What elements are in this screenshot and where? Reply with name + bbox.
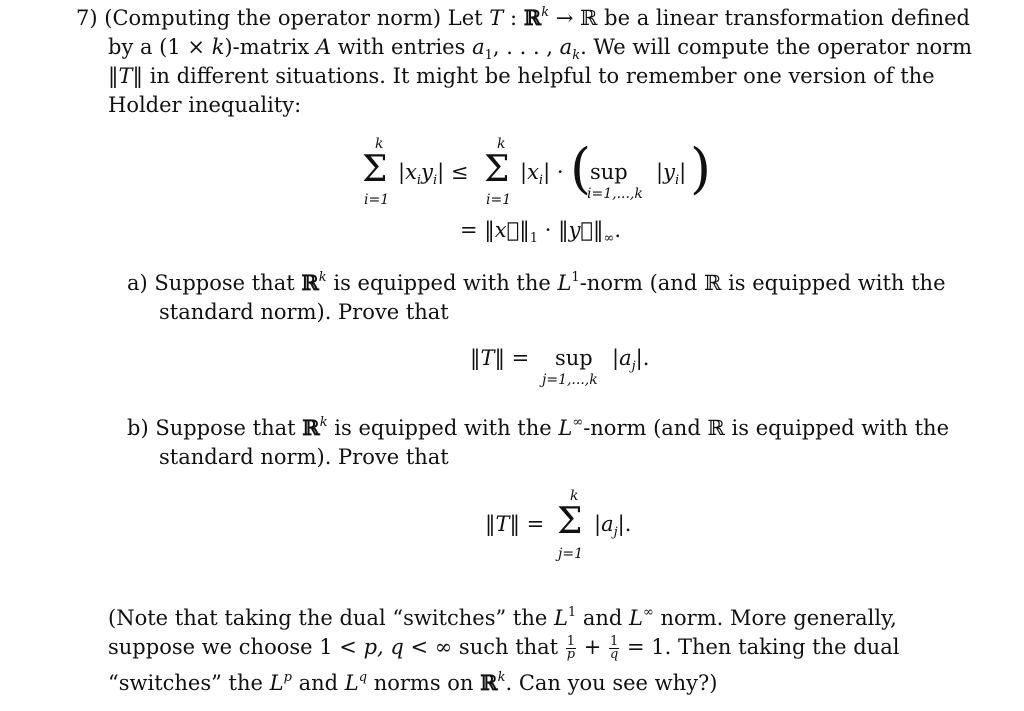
problem-intro-line-2: by a (1 × k)-matrix A with entries $a_1$, . . . , $a_k$. We will compute the operator norm (108, 35, 973, 63)
problem-intro-line-3: ‖T‖ in different situations. It might be helpful to remember one version of the (108, 64, 935, 88)
left-paren: ( (570, 137, 592, 200)
note-line-3: “switches” the $L^p$ and $L^q$ norms on ℝ$^k$. Can you see why?) (108, 670, 718, 695)
sum-symbol: Σ (484, 149, 510, 190)
part-a-line-1: a) Suppose that ℝ$^k$ is equipped with the $L^1$-norm (and ℝ is equipped with the (127, 270, 946, 295)
part-a-line-2: standard norm). Prove that (159, 300, 449, 324)
fraction-1-over-q: $\frac{1}{q}$ (610, 634, 619, 662)
problem-intro-line-4: Holder inequality: (108, 93, 302, 117)
sup-operator: sup (590, 160, 628, 184)
holder-lhs: $|x_iy_i|$ ≤ (398, 160, 469, 188)
holder-rhs: $|x_i|$ · (520, 160, 564, 188)
problem-intro-line-1: 7) (Computing the operator norm) Let T : ℝ$^k$ → ℝ be a linear transformation defined (76, 5, 970, 30)
document-page: 7) (Computing the operator norm) Let T : ℝ$^k$ → ℝ be a linear transformation defined by a (1 × k)-matrix A with entries $a_1$, . . . , $a_k$. We will compute the operator norm ‖T‖ in different situations. It might be helpful to remember one version of the Holder inequality: k Σ i=1 $|x_iy_i|$ ≤ k Σ i=1 $|x_i|$ · ( sup i=1,...,k $|y_i|$ ) = $‖x⃗‖_1$ · $‖y⃗‖_\infty$. a) Suppose that ℝ$^k$ is equipped with the $L^1$-norm (and ℝ is equipped with the standard norm). Prove that ‖T‖ = sup j=1,...,k $|a_j|$. b) Suppose that ℝ$^k$ is equipped with the L∞-norm (and ℝ is equipped with the standard norm). Prove that ‖T‖ = k Σ j=1 $|a_j|$. (Note that taking the dual “switches” the $L^1$ and L∞ norm. More generally, suppose we choose 1 < p, q < ∞ such that $\frac{1}{p}$ + $\frac{1}{q}$ = 1. Then taking the dual “switches” the $L^p$ and $L^q$ norms on ℝ$^k$. Can you see why?) (76, 5, 973, 695)
right-paren: ) (690, 137, 712, 200)
problem-heading: (Computing the operator norm) (104, 6, 442, 30)
part-b-line-2: standard norm). Prove that (159, 445, 449, 469)
problem-number: 7) (76, 6, 98, 30)
part-b-label: b) (127, 416, 149, 440)
sum-symbol: Σ (557, 501, 583, 542)
part-a-label: a) (127, 271, 148, 295)
note-line-2: suppose we choose 1 < p, q < ∞ such that $\frac{1}{p}$ + $\frac{1}{q}$ = 1. Then taking the dual (108, 634, 900, 662)
part-b-line-1: b) Suppose that ℝ$^k$ is equipped with the L∞-norm (and ℝ is equipped with the (127, 415, 949, 440)
holder-second-line: = $‖x⃗‖_1$ · $‖y⃗‖_\infty$. (460, 218, 622, 246)
sum-symbol: Σ (362, 149, 388, 190)
fraction-1-over-p: $\frac{1}{p}$ (566, 634, 576, 662)
note-line-1: (Note that taking the dual “switches” the $L^1$ and L∞ norm. More generally, (108, 605, 897, 630)
